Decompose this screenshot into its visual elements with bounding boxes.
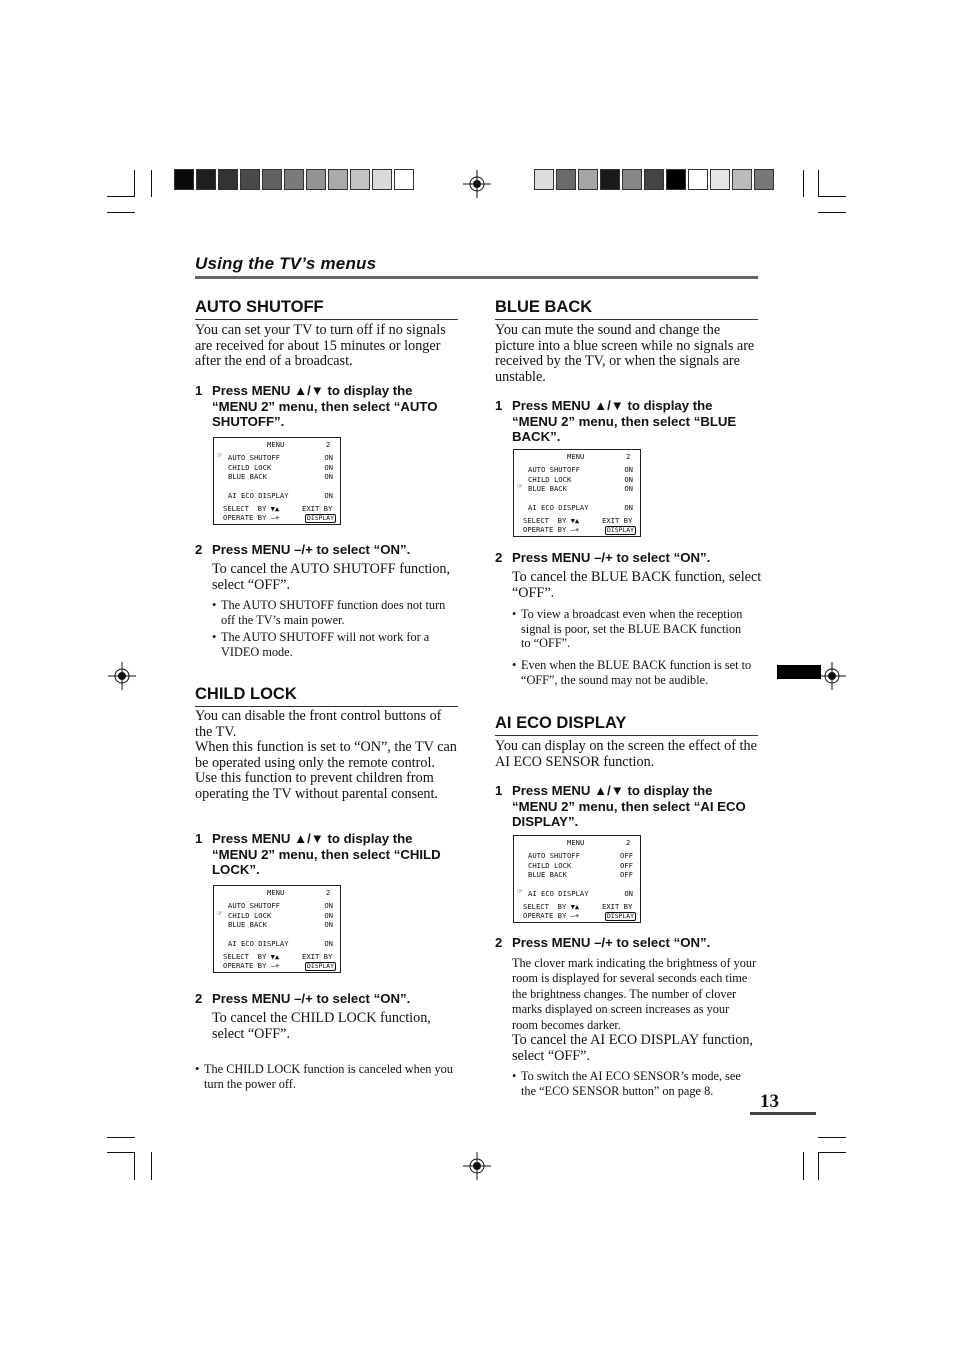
page-number: 13 — [760, 1091, 779, 1112]
step-text: Press MENU –/+ to select “ON”. — [212, 991, 411, 1006]
menu-operate-hint: OPERATE BY –+ — [223, 961, 280, 970]
step-number: 2 — [495, 550, 503, 565]
menu-select-hint: SELECT BY ▼▲ — [523, 516, 580, 525]
note-item: • To view a broadcast even when the reception signal is poor, set the BLUE BACK function to “OFF”. — [512, 607, 743, 651]
ai-eco-detail: The clover mark indicating the brightness of your room is displayed for several seconds each time the brightness changes. The number of clover marks displayed on screen increases as your room becomes darker. — [512, 956, 757, 1032]
menu-item-label: BLUE BACK — [228, 472, 267, 481]
menu-item-label: AI ECO DISPLAY — [228, 939, 289, 948]
menu-page-number: 2 — [626, 838, 631, 847]
menu-item-label: AI ECO DISPLAY — [228, 491, 289, 500]
ai-eco-step-2 — [495, 935, 760, 951]
pointing-hand-icon: ☞ — [517, 887, 523, 897]
registration-target-icon — [108, 662, 136, 690]
section-title: Using the TV’s menus — [195, 254, 377, 273]
menu-item-value: OFF — [620, 851, 633, 860]
step-number: 2 — [495, 935, 503, 950]
menu-item-value: ON — [324, 453, 333, 462]
registration-target-icon — [463, 170, 491, 198]
step-number: 1 — [195, 383, 203, 398]
note-item: • The AUTO SHUTOFF will not work for a VIDEO mode. — [212, 630, 430, 659]
note-item: • Even when the BLUE BACK function is set to “OFF”, the sound may not be audible. — [512, 658, 752, 687]
menu-title: MENU — [567, 452, 585, 461]
menu-item-value: ON — [624, 475, 633, 484]
menu-title: MENU — [267, 888, 285, 897]
blue-back-heading: BLUE BACK — [495, 298, 758, 320]
child-lock-step-2 — [195, 991, 460, 1007]
menu-item-value: ON — [324, 463, 333, 472]
menu-item-value: ON — [324, 472, 333, 481]
pointing-hand-icon: ☞ — [517, 482, 523, 492]
blue-back-step-2 — [495, 550, 760, 566]
menu-screen-child-lock — [213, 885, 341, 973]
display-button-icon: DISPLAY — [607, 526, 634, 534]
menu-item-label: AI ECO DISPLAY — [528, 503, 589, 512]
menu-item-value: OFF — [620, 870, 633, 879]
pointing-hand-icon: ☞ — [217, 451, 223, 461]
ai-eco-step-1 — [495, 783, 760, 831]
menu-item-label: AUTO SHUTOFF — [528, 465, 580, 474]
menu-item-label: CHILD LOCK — [228, 911, 272, 920]
blue-back-step-1 — [495, 398, 760, 446]
menu-page-number: 2 — [326, 888, 331, 897]
menu-item-value: ON — [324, 920, 333, 929]
menu-item-label: AUTO SHUTOFF — [228, 901, 280, 910]
menu-page-number: 2 — [626, 452, 631, 461]
registration-target-icon — [818, 662, 846, 690]
registration-target-icon — [463, 1152, 491, 1180]
menu-item-value: ON — [324, 939, 333, 948]
step-text: Press MENU ▲/▼ to display the “MENU 2” menu, then select “AI ECO DISPLAY”. — [512, 783, 746, 830]
menu-exit-hint: EXIT BY — [302, 504, 333, 513]
child-lock-intro: You can disable the front control buttons of the TV. When this function is set to “ON”, the TV can be operated using only the remote control. Use this function to prevent children from operating the TV without parental consent. — [195, 708, 457, 802]
menu-item-value: ON — [624, 503, 633, 512]
ai-eco-intro: You can display on the screen the effect of the AI ECO SENSOR function. — [495, 738, 757, 770]
menu-item-label: BLUE BACK — [528, 870, 567, 879]
step-text: Press MENU –/+ to select “ON”. — [212, 542, 411, 557]
menu-select-hint: SELECT BY ▼▲ — [523, 902, 580, 911]
auto-shutoff-step-1 — [195, 383, 460, 431]
menu-item-value: ON — [324, 901, 333, 910]
display-button-icon: DISPLAY — [307, 962, 334, 970]
display-button-icon: DISPLAY — [307, 514, 334, 522]
note-item: • The CHILD LOCK function is canceled when you turn the power off. — [195, 1062, 453, 1091]
menu-exit-hint: EXIT BY — [602, 902, 633, 911]
auto-shutoff-heading: AUTO SHUTOFF — [195, 298, 458, 320]
step-text: Press MENU –/+ to select “ON”. — [512, 550, 711, 565]
pointing-hand-icon: ☞ — [217, 909, 223, 919]
child-lock-heading: CHILD LOCK — [195, 685, 458, 707]
menu-item-label: CHILD LOCK — [528, 475, 572, 484]
menu-item-label: AI ECO DISPLAY — [528, 889, 589, 898]
menu-item-value: ON — [624, 465, 633, 474]
menu-item-value: ON — [324, 911, 333, 920]
step-number: 1 — [495, 398, 503, 413]
step-text: Press MENU –/+ to select “ON”. — [512, 935, 711, 950]
section-rule — [195, 276, 758, 279]
menu-page-number: 2 — [326, 440, 331, 449]
menu-select-hint: SELECT BY ▼▲ — [223, 952, 280, 961]
menu-screen-ai-eco — [513, 835, 641, 923]
auto-shutoff-cancel: To cancel the AUTO SHUTOFF function, select “OFF”. — [212, 561, 451, 593]
display-button-icon: DISPLAY — [607, 912, 634, 920]
menu-title: MENU — [567, 838, 585, 847]
auto-shutoff-step-2 — [195, 542, 460, 558]
menu-item-value: ON — [324, 491, 333, 500]
menu-item-label: BLUE BACK — [228, 920, 267, 929]
menu-screen-blue-back — [513, 449, 641, 537]
step-text: Press MENU ▲/▼ to display the “MENU 2” menu, then select “BLUE BACK”. — [512, 398, 737, 445]
menu-item-value: OFF — [620, 861, 633, 870]
menu-item-label: BLUE BACK — [528, 484, 567, 493]
page-number-rule — [750, 1112, 816, 1115]
auto-shutoff-intro: You can set your TV to turn off if no signals are received for about 15 minutes or longer after the end of a broadcast. — [195, 322, 446, 370]
step-text: Press MENU ▲/▼ to display the “MENU 2” menu, then select “CHILD LOCK”. — [212, 831, 441, 878]
menu-operate-hint: OPERATE BY –+ — [523, 525, 580, 534]
child-lock-step-1 — [195, 831, 460, 879]
thumb-index-tab — [777, 665, 821, 679]
step-number: 2 — [195, 991, 203, 1006]
note-item: • To switch the AI ECO SENSOR’s mode, see the “ECO SENSOR button” on page 8. — [512, 1069, 741, 1098]
menu-operate-hint: OPERATE BY –+ — [523, 911, 580, 920]
step-number: 1 — [495, 783, 503, 798]
step-text: Press MENU ▲/▼ to display the “MENU 2” menu, then select “AUTO SHUTOFF”. — [212, 383, 438, 430]
menu-item-label: AUTO SHUTOFF — [228, 453, 280, 462]
menu-item-label: CHILD LOCK — [228, 463, 272, 472]
note-item: • The AUTO SHUTOFF function does not turn off the TV’s main power. — [212, 598, 446, 627]
child-lock-cancel: To cancel the CHILD LOCK function, select “OFF”. — [212, 1010, 431, 1042]
menu-title: MENU — [267, 440, 285, 449]
blue-back-intro: You can mute the sound and change the picture into a blue screen while no signals are received by the TV, or when the signals are unstable. — [495, 322, 755, 385]
ai-eco-cancel: To cancel the AI ECO DISPLAY function, select “OFF”. — [512, 1032, 754, 1064]
menu-screen-auto-shutoff — [213, 437, 341, 525]
step-number: 1 — [195, 831, 203, 846]
menu-exit-hint: EXIT BY — [602, 516, 633, 525]
menu-exit-hint: EXIT BY — [302, 952, 333, 961]
menu-select-hint: SELECT BY ▼▲ — [223, 504, 280, 513]
menu-item-label: CHILD LOCK — [528, 861, 572, 870]
menu-item-value: ON — [624, 889, 633, 898]
menu-item-value: ON — [624, 484, 633, 493]
step-number: 2 — [195, 542, 203, 557]
blue-back-cancel: To cancel the BLUE BACK function, select “OFF”. — [512, 569, 762, 601]
ai-eco-heading: AI ECO DISPLAY — [495, 714, 758, 736]
menu-operate-hint: OPERATE BY –+ — [223, 513, 280, 522]
menu-item-label: AUTO SHUTOFF — [528, 851, 580, 860]
